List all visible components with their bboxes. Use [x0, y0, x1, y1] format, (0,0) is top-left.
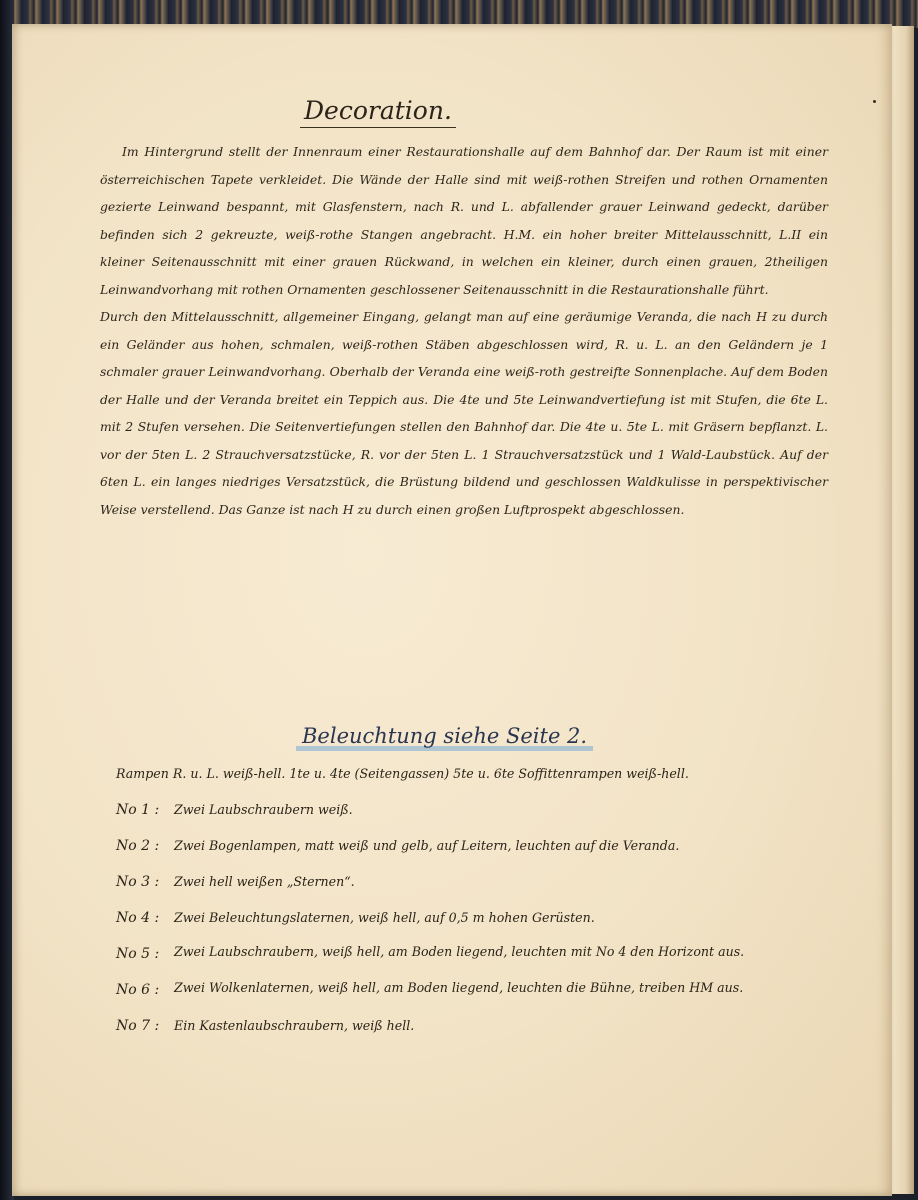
- lighting-item: [116, 1012, 826, 1040]
- lighting-item-number: No 5 :: [116, 946, 160, 962]
- description-text: [100, 138, 828, 523]
- lighting-item-text: Zwei Laubschraubern weiß.: [174, 802, 353, 817]
- lighting-item-number: No 7 :: [116, 1018, 160, 1034]
- lighting-item: [116, 832, 826, 860]
- lighting-item: [116, 940, 826, 968]
- page-title: Decoration.: [300, 96, 456, 128]
- description-paragraph: Durch den Mittelausschnitt, allgemeiner Eingang, gelangt man auf eine geräumige Veranda, die nach H zu durch ein Geländer aus hohen, schmalen, weiß-rothen Stäben abgeschlossen wird, R. u. L. an den Geländern je 1 schmaler grauer Leinwandvorhang. Oberhalb der Veranda eine weiß-roth gestreifte Sonnenplache. Auf dem Boden der Halle und der Veranda breitet ein Teppich aus. Die 4te und 5te Leinwandvertiefung ist mit Stufen, die 6te L. mit 2 Stufen versehen. Die Seitenvertiefungen stellen den Bahnhof dar. Die 4te u. 5te L. mit Gräsern bepflanzt. L. vor der 5ten L. 2 Strauchversatzstücke, R. vor der 5ten L. 1 Strauchversatzstück und 1 Wald-Laubstück. Auf der 6ten L. ein langes niedriges Versatzstück, die Brüstung bildend und geschlossen Waldkulisse in perspektivischer Weise verstellend. Das Ganze ist nach H zu durch einen großen Luftprospekt abgeschlossen.: [100, 309, 828, 517]
- lighting-item: [116, 904, 826, 932]
- lighting-item: [116, 868, 826, 896]
- lighting-item-number: No 4 :: [116, 910, 160, 926]
- description-paragraph: Im Hintergrund stellt der Innenraum einer Restaurationshalle auf dem Bahnhof dar. Der Raum ist mit einer österreichischen Tapete verkleidet. Die Wände der Halle sind mit weiß-rothen Streifen und rothen Ornamenten gezierte Leinwand bespannt, mit Glasfenstern, nach R. und L. abfallender grauer Leinwand gedeckt, darüber befinden sich 2 gekreuzte, weiß-rothe Stangen angebracht. H.M. ein hoher breiter Mittelausschnitt, L.II ein kleiner Seitenausschnitt mit einer grauen Rückwand, in welchen ein kleiner, durch einen grauen, 2theiligen Leinwandvorhang mit rothen Ornamenten geschlossener Seitenausschnitt in die Restaurationshalle führt.: [100, 144, 828, 297]
- ink-mark: [873, 100, 876, 103]
- lighting-heading: Beleuchtung siehe Seite 2.: [296, 724, 593, 751]
- lighting-item-text: Zwei Laubschraubern, weiß hell, am Boden liegend, leuchten mit No 4 den Horizont aus.: [174, 944, 745, 959]
- lighting-item-text: Zwei hell weißen „Sternen“.: [174, 874, 355, 889]
- lighting-item: [116, 976, 826, 1004]
- lighting-item-text: Zwei Beleuchtungslaternen, weiß hell, auf 0,5 m hohen Gerüsten.: [174, 910, 595, 925]
- lighting-item-text: Zwei Bogenlampen, matt weiß und gelb, auf Leitern, leuchten auf die Veranda.: [174, 838, 680, 853]
- lighting-intro: Rampen R. u. L. weiß-hell. 1te u. 4te (Seitengassen) 5te u. 6te Soffittenrampen weiß-hell.: [116, 766, 689, 781]
- lighting-item-number: No 2 :: [116, 838, 160, 854]
- lighting-item-number: No 1 :: [116, 802, 160, 818]
- lighting-item-number: No 3 :: [116, 874, 160, 890]
- lighting-item-text: Zwei Wolkenlaternen, weiß hell, am Boden liegend, leuchten die Bühne, treiben HM aus.: [174, 980, 744, 995]
- lighting-item-text: Ein Kastenlaubschraubern, weiß hell.: [174, 1018, 415, 1033]
- lighting-item: [116, 796, 826, 824]
- lighting-item-number: No 6 :: [116, 982, 160, 998]
- lighting-list: [116, 760, 826, 1048]
